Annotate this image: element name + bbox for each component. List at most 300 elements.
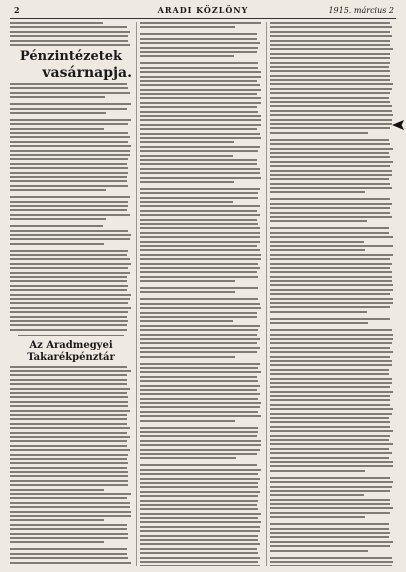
text-line bbox=[10, 493, 131, 495]
text-line bbox=[140, 469, 261, 471]
text-line bbox=[10, 410, 130, 412]
text-line bbox=[10, 176, 127, 178]
text-line bbox=[270, 457, 389, 459]
text-line bbox=[270, 318, 390, 320]
text-line bbox=[270, 143, 390, 145]
text-line bbox=[140, 380, 258, 382]
text-line bbox=[10, 103, 131, 105]
text-line bbox=[270, 35, 392, 37]
text-line bbox=[270, 70, 390, 72]
text-line bbox=[140, 55, 234, 57]
text-line bbox=[140, 363, 260, 365]
text-line bbox=[270, 322, 368, 324]
text-line bbox=[140, 411, 258, 413]
text-line bbox=[270, 494, 364, 496]
text-line bbox=[140, 227, 260, 229]
text-line bbox=[140, 521, 261, 523]
text-line bbox=[270, 523, 389, 525]
text-line bbox=[140, 93, 257, 95]
text-line bbox=[270, 360, 392, 362]
text-line bbox=[140, 402, 261, 404]
text-line bbox=[140, 435, 257, 437]
text-line bbox=[140, 307, 261, 309]
text-line bbox=[140, 565, 260, 566]
text-line bbox=[270, 280, 392, 282]
text-line bbox=[270, 232, 389, 234]
text-line bbox=[140, 258, 261, 260]
text-line bbox=[270, 75, 390, 77]
text-line bbox=[270, 448, 389, 450]
text-line bbox=[270, 565, 392, 566]
text-line bbox=[140, 80, 257, 82]
text-line bbox=[10, 548, 127, 550]
text-line bbox=[140, 263, 258, 265]
text-line bbox=[270, 170, 392, 172]
text-line bbox=[10, 401, 128, 403]
text-line bbox=[270, 486, 392, 488]
text-line bbox=[140, 51, 257, 53]
text-line bbox=[140, 219, 257, 221]
text-line bbox=[140, 124, 261, 126]
text-line bbox=[140, 232, 260, 234]
text-line bbox=[270, 289, 393, 291]
text-line bbox=[10, 324, 127, 326]
text-line bbox=[140, 280, 235, 282]
text-line bbox=[10, 258, 130, 260]
text-line bbox=[10, 276, 127, 278]
text-line bbox=[10, 396, 128, 398]
text-line bbox=[140, 376, 257, 378]
text-line bbox=[140, 133, 260, 135]
text-line bbox=[270, 356, 390, 358]
text-line bbox=[270, 22, 390, 24]
text-line bbox=[270, 263, 392, 265]
text-line bbox=[270, 127, 390, 129]
text-line bbox=[10, 302, 128, 304]
text-line bbox=[10, 316, 127, 318]
text-line bbox=[140, 159, 257, 161]
text-line bbox=[10, 480, 128, 482]
text-line bbox=[140, 393, 260, 395]
text-line bbox=[140, 320, 233, 322]
text-line bbox=[140, 342, 257, 344]
text-line bbox=[140, 267, 260, 269]
text-block bbox=[270, 22, 394, 566]
text-line bbox=[140, 146, 260, 148]
text-line bbox=[270, 439, 389, 441]
text-line bbox=[270, 545, 390, 547]
text-line bbox=[140, 543, 260, 545]
text-line bbox=[140, 115, 261, 117]
text-line bbox=[270, 110, 392, 112]
text-line bbox=[270, 528, 389, 530]
text-line bbox=[140, 530, 260, 532]
text-line bbox=[10, 128, 104, 130]
text-line bbox=[270, 119, 392, 121]
text-line bbox=[10, 205, 128, 207]
text-line bbox=[140, 312, 257, 314]
text-line bbox=[140, 347, 260, 349]
text-line bbox=[10, 511, 131, 513]
text-line bbox=[10, 294, 131, 296]
text-line bbox=[140, 513, 261, 515]
text-line bbox=[10, 462, 128, 464]
text-line bbox=[140, 33, 257, 35]
text-line bbox=[140, 111, 258, 113]
text-line bbox=[270, 329, 392, 331]
text-line bbox=[140, 276, 258, 278]
text-line bbox=[10, 218, 106, 220]
text-line bbox=[270, 364, 392, 366]
text-line bbox=[270, 79, 390, 81]
column-rule bbox=[266, 22, 267, 566]
text-line bbox=[270, 536, 389, 538]
text-line bbox=[140, 236, 260, 238]
text-line bbox=[10, 502, 130, 504]
text-line bbox=[10, 418, 127, 420]
text-line bbox=[140, 163, 257, 165]
text-line bbox=[140, 84, 260, 86]
text-line bbox=[140, 351, 257, 353]
text-line bbox=[270, 114, 393, 116]
text-line bbox=[10, 167, 128, 169]
text-line bbox=[10, 414, 127, 416]
text-line bbox=[10, 289, 127, 291]
text-line bbox=[10, 471, 128, 473]
text-line bbox=[270, 198, 390, 200]
text-line bbox=[10, 557, 128, 559]
column-rule bbox=[136, 22, 137, 566]
text-line bbox=[10, 185, 128, 187]
text-line bbox=[140, 181, 234, 183]
text-line bbox=[270, 561, 393, 563]
text-line bbox=[270, 92, 390, 94]
text-line bbox=[10, 533, 128, 535]
text-line bbox=[140, 102, 261, 104]
text-line bbox=[10, 180, 127, 182]
text-line bbox=[140, 440, 261, 442]
text-line bbox=[140, 453, 257, 455]
text-line bbox=[270, 347, 390, 349]
text-line bbox=[10, 307, 131, 309]
text-line bbox=[270, 258, 390, 260]
text-line bbox=[140, 287, 258, 289]
text-line bbox=[270, 334, 393, 336]
text-line bbox=[10, 467, 127, 469]
article-separator bbox=[18, 335, 124, 336]
text-line bbox=[10, 238, 130, 240]
text-line bbox=[140, 214, 260, 216]
text-line bbox=[140, 385, 260, 387]
text-line bbox=[10, 230, 128, 232]
text-line bbox=[140, 155, 233, 157]
text-line bbox=[10, 136, 130, 138]
text-line bbox=[10, 506, 130, 508]
text-line bbox=[140, 491, 260, 493]
text-block bbox=[10, 366, 132, 566]
text-line bbox=[270, 187, 392, 189]
text-line bbox=[140, 427, 258, 429]
text-line bbox=[10, 537, 128, 539]
text-line bbox=[10, 108, 127, 110]
text-line bbox=[270, 88, 392, 90]
text-line bbox=[270, 470, 365, 472]
text-line bbox=[10, 150, 130, 152]
text-line bbox=[10, 458, 127, 460]
text-line bbox=[270, 227, 389, 229]
text-line bbox=[140, 47, 258, 49]
text-line bbox=[140, 367, 258, 369]
text-line bbox=[270, 183, 390, 185]
text-line bbox=[10, 427, 130, 429]
text-line bbox=[140, 291, 235, 293]
text-line bbox=[140, 188, 260, 190]
text-line bbox=[140, 389, 257, 391]
text-line bbox=[270, 31, 390, 33]
text-line bbox=[270, 541, 393, 543]
text-line bbox=[270, 26, 392, 28]
text-line bbox=[140, 76, 261, 78]
text-line bbox=[10, 528, 127, 530]
text-line bbox=[10, 405, 128, 407]
text-line bbox=[140, 303, 260, 305]
text-line bbox=[270, 382, 392, 384]
text-line bbox=[140, 42, 260, 44]
text-line bbox=[10, 449, 130, 451]
text-line bbox=[270, 404, 390, 406]
text-line bbox=[10, 497, 127, 499]
text-line bbox=[140, 406, 260, 408]
text-line bbox=[270, 421, 390, 423]
text-line bbox=[10, 163, 127, 165]
text-line bbox=[270, 426, 390, 428]
text-line bbox=[270, 148, 393, 150]
text-line bbox=[10, 423, 127, 425]
text-line bbox=[140, 539, 258, 541]
text-line bbox=[270, 413, 392, 415]
text-line bbox=[270, 342, 392, 344]
text-line bbox=[270, 245, 393, 247]
text-line bbox=[270, 298, 393, 300]
text-line bbox=[140, 197, 258, 199]
text-line bbox=[10, 388, 130, 390]
text-line bbox=[140, 192, 258, 194]
text-line bbox=[140, 431, 258, 433]
text-line bbox=[10, 196, 130, 198]
column-2 bbox=[140, 22, 262, 566]
text-line bbox=[270, 430, 393, 432]
text-line bbox=[270, 532, 390, 534]
text-line bbox=[140, 168, 260, 170]
text-line bbox=[140, 504, 257, 506]
text-line bbox=[270, 499, 390, 501]
text-line bbox=[270, 249, 365, 251]
text-line bbox=[140, 329, 258, 331]
text-line bbox=[140, 557, 260, 559]
text-line bbox=[270, 399, 390, 401]
text-line bbox=[270, 174, 392, 176]
text-line bbox=[140, 449, 260, 451]
text-line bbox=[270, 241, 364, 243]
text-line bbox=[270, 369, 389, 371]
text-line bbox=[10, 541, 104, 543]
text-line bbox=[10, 201, 128, 203]
text-line bbox=[270, 452, 392, 454]
text-line bbox=[10, 320, 128, 322]
text-line bbox=[10, 145, 131, 147]
text-line bbox=[10, 440, 127, 442]
text-line bbox=[270, 105, 392, 107]
text-line bbox=[10, 432, 127, 434]
article-heading: Pénzintézetek bbox=[19, 48, 123, 64]
text-line bbox=[270, 417, 389, 419]
masthead bbox=[10, 4, 396, 19]
text-line bbox=[270, 373, 389, 375]
text-line bbox=[10, 267, 128, 269]
text-line bbox=[270, 207, 390, 209]
text-line bbox=[140, 254, 261, 256]
text-line bbox=[10, 214, 130, 216]
text-line bbox=[270, 395, 390, 397]
text-line bbox=[10, 379, 127, 381]
text-line bbox=[270, 351, 393, 353]
text-line bbox=[140, 71, 261, 73]
text-line bbox=[10, 524, 127, 526]
text-line bbox=[140, 241, 260, 243]
text-line bbox=[140, 517, 258, 519]
text-line bbox=[270, 306, 390, 308]
text-line bbox=[140, 500, 258, 502]
text-line bbox=[140, 137, 261, 139]
text-line bbox=[140, 223, 258, 225]
text-line bbox=[270, 284, 393, 286]
text-line bbox=[270, 156, 390, 158]
text-line bbox=[10, 234, 131, 236]
text-block bbox=[10, 83, 132, 331]
text-line bbox=[270, 216, 392, 218]
text-line bbox=[270, 490, 390, 492]
article-subheading: vasárnapja. bbox=[42, 64, 132, 81]
text-line bbox=[10, 141, 128, 143]
text-line bbox=[140, 210, 257, 212]
text-line bbox=[10, 370, 131, 372]
text-line bbox=[270, 443, 393, 445]
text-line bbox=[270, 271, 392, 273]
text-line bbox=[140, 316, 257, 318]
text-line bbox=[140, 535, 258, 537]
text-line bbox=[140, 398, 258, 400]
text-line bbox=[270, 220, 367, 222]
text-line bbox=[270, 302, 393, 304]
column-1 bbox=[10, 22, 132, 566]
issue-date: 1915. március 2 bbox=[328, 6, 394, 15]
text-line bbox=[140, 245, 257, 247]
text-line bbox=[270, 512, 390, 514]
text-line bbox=[140, 150, 258, 152]
text-line bbox=[270, 132, 368, 134]
text-line bbox=[140, 119, 261, 121]
text-line bbox=[10, 454, 128, 456]
text-line bbox=[140, 548, 257, 550]
text-line bbox=[10, 280, 127, 282]
text-line bbox=[140, 444, 261, 446]
text-line bbox=[140, 205, 260, 207]
text-line bbox=[10, 489, 104, 491]
text-line bbox=[10, 285, 128, 287]
text-line bbox=[10, 243, 104, 245]
text-line bbox=[140, 62, 258, 64]
text-line bbox=[10, 374, 127, 376]
text-block bbox=[140, 22, 262, 566]
text-line bbox=[10, 158, 128, 160]
text-line bbox=[140, 508, 258, 510]
text-line bbox=[10, 519, 104, 521]
text-line bbox=[270, 48, 393, 50]
text-line bbox=[140, 249, 260, 251]
text-line bbox=[10, 112, 106, 114]
text-line bbox=[140, 473, 258, 475]
text-line bbox=[10, 96, 105, 98]
text-line bbox=[270, 236, 393, 238]
text-line bbox=[270, 212, 390, 214]
text-line bbox=[10, 553, 127, 555]
text-line bbox=[270, 461, 393, 463]
text-line bbox=[270, 165, 390, 167]
text-line bbox=[140, 561, 258, 563]
text-line bbox=[270, 557, 392, 559]
text-line bbox=[10, 83, 127, 85]
page-number: 2 bbox=[14, 5, 20, 15]
text-line bbox=[10, 132, 128, 134]
text-line bbox=[10, 250, 128, 252]
text-line bbox=[140, 420, 235, 422]
text-line bbox=[10, 392, 127, 394]
text-line bbox=[10, 445, 127, 447]
text-line bbox=[140, 482, 258, 484]
text-line bbox=[140, 334, 257, 336]
text-line bbox=[10, 35, 128, 37]
text-line bbox=[140, 526, 260, 528]
article-heading-2: Az Aradmegyei Takarékpénztár bbox=[27, 339, 115, 363]
text-line bbox=[270, 123, 392, 125]
text-line bbox=[270, 507, 393, 509]
text-line bbox=[270, 101, 390, 103]
text-line bbox=[140, 457, 236, 459]
text-line bbox=[270, 152, 389, 154]
text-line bbox=[10, 154, 130, 156]
text-line bbox=[10, 329, 127, 331]
text-line bbox=[140, 26, 235, 28]
text-line bbox=[270, 408, 393, 410]
text-line bbox=[140, 97, 261, 99]
text-line bbox=[270, 57, 390, 59]
text-line bbox=[10, 383, 127, 385]
text-line bbox=[10, 123, 128, 125]
text-line bbox=[270, 550, 368, 552]
text-line bbox=[10, 26, 127, 28]
text-line bbox=[270, 516, 365, 518]
text-line bbox=[10, 263, 131, 265]
text-line bbox=[140, 478, 260, 480]
text-line bbox=[270, 191, 365, 193]
text-line bbox=[270, 386, 390, 388]
text-line bbox=[10, 172, 128, 174]
text-line bbox=[270, 267, 390, 269]
text-line bbox=[270, 161, 393, 163]
text-line bbox=[140, 415, 261, 417]
text-line bbox=[10, 87, 128, 89]
text-line bbox=[270, 293, 390, 295]
